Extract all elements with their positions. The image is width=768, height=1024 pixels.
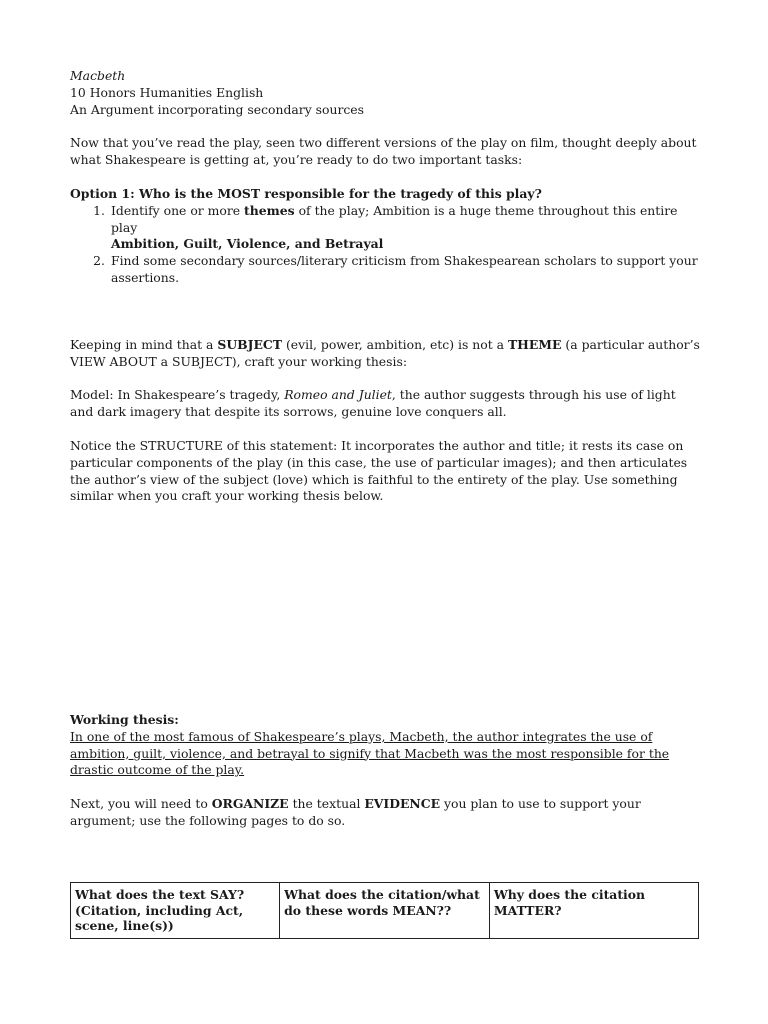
table-header-row	[71, 883, 699, 939]
working-thesis-block	[70, 712, 710, 779]
intro-paragraph: Now that you’ve read the play, seen two different versions of the play on film, thought deeply about what Shakespeare is getting at, you’re ready to do two important tasks:	[70, 135, 697, 168]
list-item: 2. Find some secondary sources/literary criticism from Shakespearean scholars to support your assertions.	[93, 253, 698, 285]
course-name: 10 Honors Humanities English	[70, 84, 264, 100]
play-title: Macbeth	[70, 68, 126, 83]
header-citation-means: What does the citation/what do these words MEAN??	[280, 883, 490, 939]
evidence-table	[70, 882, 699, 939]
organize-paragraph: Next, you will need to ORGANIZE the textual EVIDENCE you plan to use to support your argument; use the following pages to do so.	[70, 796, 641, 828]
working-thesis-text: In one of the most famous of Shakespeare’s plays, Macbeth, the author integrates the use of ambition, guilt, violence, and betrayal to signify that Macbeth was the most responsible for the drastic outcome of the play.	[70, 728, 670, 778]
keeping-paragraph: Keeping in mind that a SUBJECT (evil, power, ambition, etc) is not a THEME (a particular author’s VIEW ABOUT a SUBJECT), craft your working thesis:	[70, 336, 700, 369]
assignment-title: An Argument incorporating secondary sources	[70, 101, 364, 117]
header-text-says: What does the text SAY? (Citation, including Act, scene, line(s))	[71, 883, 280, 939]
option1-list	[70, 203, 702, 287]
working-thesis-label: Working thesis:	[70, 712, 179, 727]
notice-paragraph: Notice the STRUCTURE of this statement: It incorporates the author and title; it rests its case on particular components of the play (in this case, the use of particular images); and then articulates the author’s view of the subject (love) which is faithful to the entirety of the play. Use something similar when you craft your working thesis below.	[70, 437, 688, 504]
option1-heading: Option 1: Who is the MOST responsible for the tragedy of this play?	[70, 185, 542, 201]
list-item: 1. Identify one or more themes of the play; Ambition is a huge theme throughout this entire play Ambition, Guilt, Violence, and Betrayal	[93, 202, 678, 252]
header-citation-matters: Why does the citation MATTER?	[489, 883, 698, 939]
document-body	[70, 68, 702, 505]
model-paragraph: Model: In Shakespeare’s tragedy, Romeo and Juliet, the author suggests through his use of light and dark imagery that despite its sorrows, genuine love conquers all.	[70, 387, 676, 420]
